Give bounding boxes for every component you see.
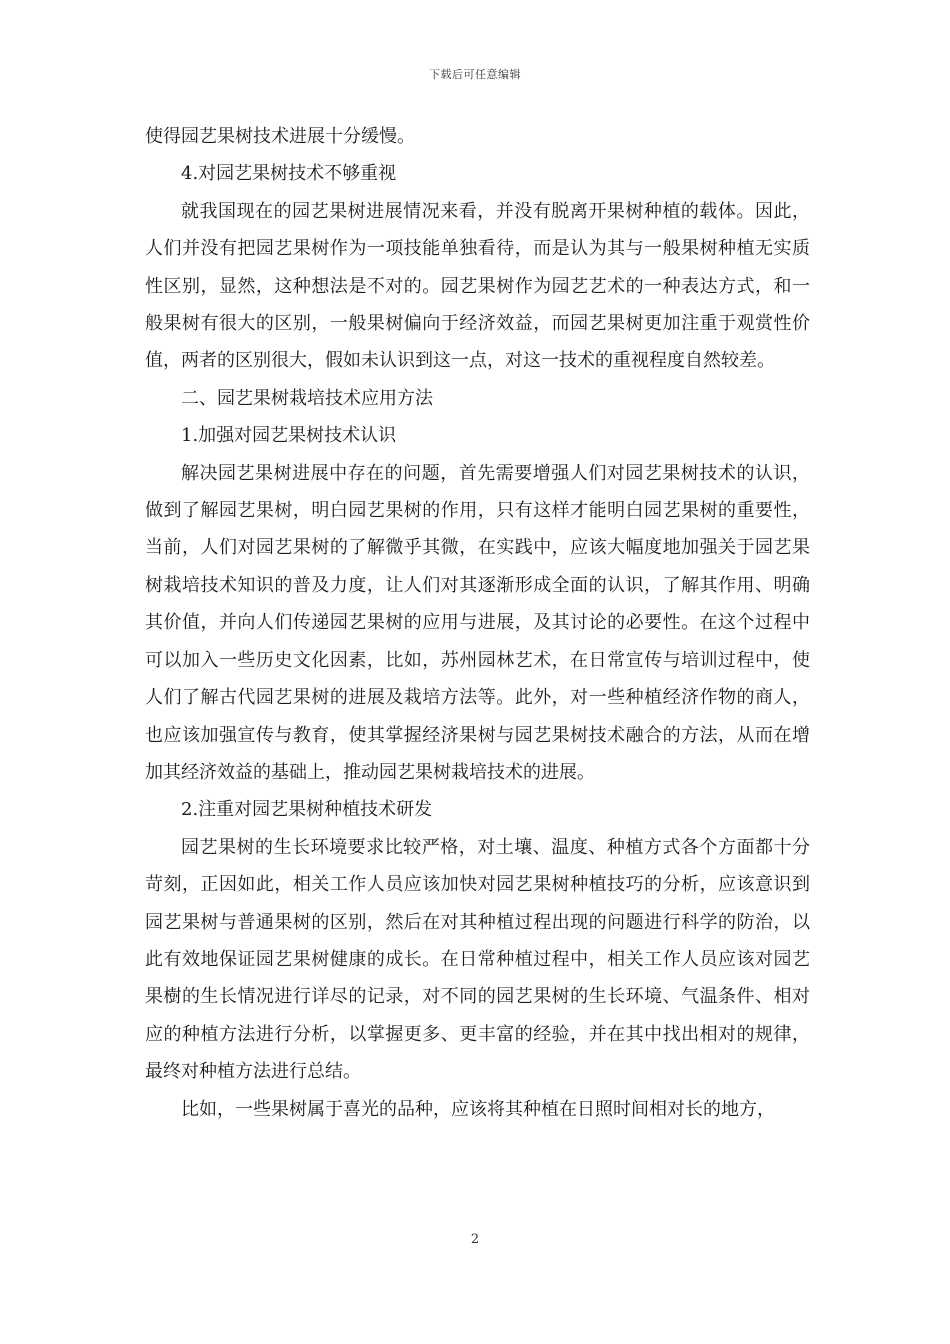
paragraph-body: 解决园艺果树进展中存在的问题，首先需要增强人们对园艺果树技术的认识，做到了解园艺果树，明白园艺果树的作用，只有这样才能明白园艺果树的重要性，当前，人们对园艺果树的了解微乎其微，在实践中，应该大幅度地加强关于园艺果树栽培技术知识的普及力度，让人们对其逐渐形成全面的认识，了解其作用、明确其价值，并向人们传递园艺果树的应用与进展，及其讨论的必要性。在这个过程中可以加入一些历史文化因素，比如，苏州园林艺术，在日常宣传与培训过程中，使人们了解古代园艺果树的进展及栽培方法等。此外，对一些种植经济作物的商人，也应该加强宣传与教育，使其掌握经济果树与园艺果树技术融合的方法，从而在增加其经济效益的基础上，推动园艺果树栽培技术的进展。: [145, 462, 810, 783]
subheading-4: 4.对园艺果树技术不够重视: [181, 163, 397, 185]
paragraph-body: 园艺果树的生长环境要求比较严格，对土壤、温度、种植方式各个方面都十分苛刻，正因如此，相关工作人员应该加快对园艺果树种植技巧的分析，应该意识到园艺果树与普通果树的区别，然后在对其种植过程出现的问题进行科学的防治，以此有效地保证园艺果树健康的成长。在日常种植过程中，相关工作人员应该对园艺果樹的生长情况进行详尽的记录，对不同的园艺果树的生长环境、气温条件、相对应的种植方法进行分析，以掌握更多、更丰富的经验，并在其中找出相对的规律，最终对种植方法进行总结。: [145, 836, 810, 1083]
subheading-2: 2.注重对园艺果树种植技术研发: [181, 799, 433, 821]
paragraph-continuation: 使得园艺果树技术进展十分缓慢。: [145, 126, 415, 147]
document-body: [145, 118, 810, 1128]
paragraph-body: 就我国现在的园艺果树进展情况来看，并没有脱离开果树种植的载体。因此，人们并没有把园艺果树作为一项技能单独看待，而是认为其与一般果树种植无实质性区别，显然，这种想法是不对的。园艺果树作为园艺艺术的一种表达方式，和一般果树有很大的区别，一般果树偏向于经济效益，而园艺果树更加注重于观赏性价值，两者的区别很大，假如未认识到这一点，对这一技术的重视程度自然较差。: [145, 200, 810, 372]
paragraph-body: 比如，一些果树属于喜光的品种，应该将其种植在日照时间相对长的地方，: [181, 1098, 775, 1120]
page-number: 2: [470, 1232, 480, 1247]
page-header: 下载后可任意编辑: [429, 68, 521, 81]
subheading-1: 1.加强对园艺果树技术认识: [181, 425, 397, 447]
section-heading-2: 二、园艺果树栽培技术应用方法: [181, 387, 433, 409]
